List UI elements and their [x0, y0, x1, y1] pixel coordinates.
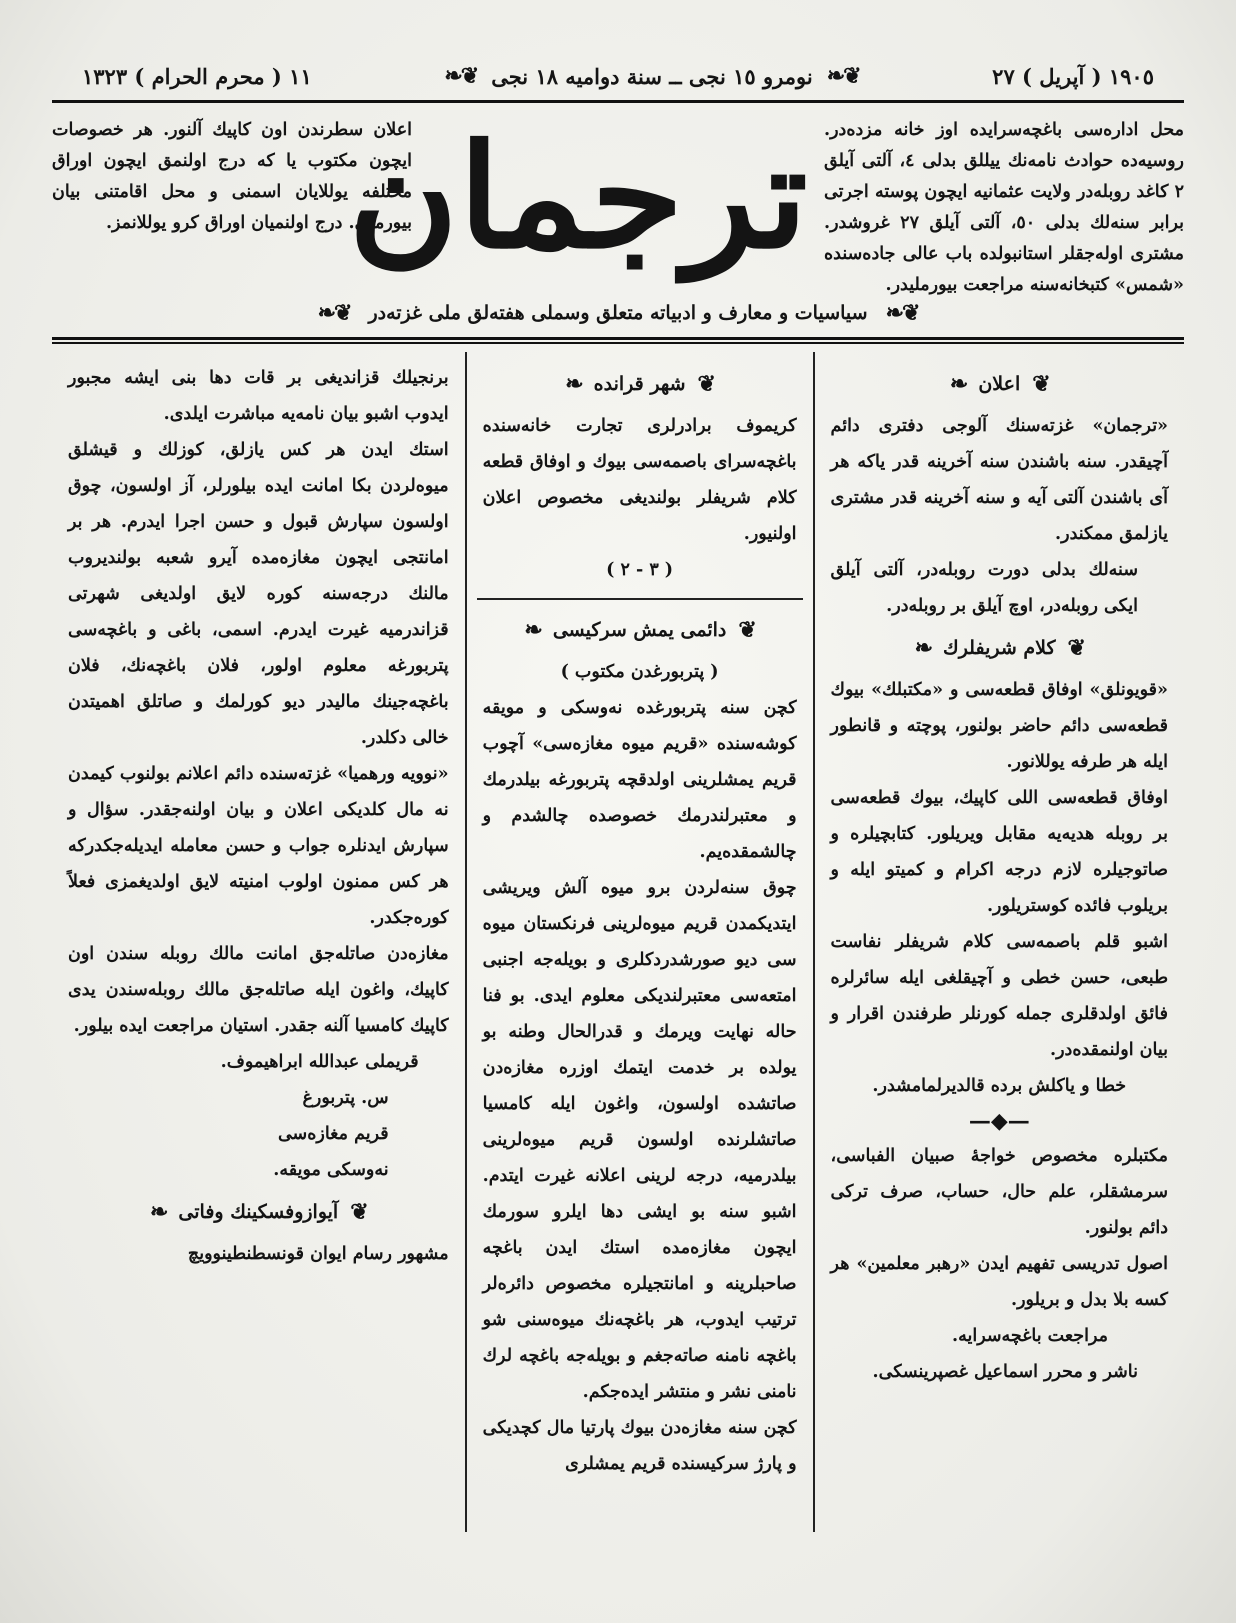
ornament-icon: ❦❧ — [317, 300, 351, 326]
ornament-icon: ❦ — [1067, 635, 1084, 661]
paragraph: مشهور رسام ایوان قونسطنطینوویچ — [187, 1244, 449, 1264]
ornament-icon: ❦❧ — [885, 300, 919, 326]
paragraph: سنه‌لك بدلی دورت روبله‌در، آلتی آیلق ایكی روبله‌در، اوچ آیلق بر روبله‌در. — [830, 560, 1138, 616]
ornament-icon: ❦❧ — [444, 63, 478, 89]
notice-number: ( ٣ - ٢ ) — [606, 560, 674, 580]
heading-text: دائمی یمش سركیسی — [552, 619, 727, 641]
heading-text: شهر قرانده — [593, 373, 686, 395]
paragraph: استك ایدن هر كس یازلق، كوزلك و قیشلق میوه‌لردن بكا امانت ایده بیلورلر، آز اولسون، چوق اولسون سپارش قبول و حسن اجرا ایدرم. هر بر امانتجی ایچون مغازه‌مده آیرو شعبه بولندیروب مالنك درجه‌سنه كوره لایق اولدیغی شهرتی قزاندرمیه غیرت ایدرم. اسمی، باغی و باغچه‌سی پتربورغه معلوم اولور، فلان باغچه‌نك، فلان باغچه‌جینك مالیدر دیو كورلمك و صاتلق اهمیتدن خالی دكلدر. — [68, 440, 449, 748]
paragraph: «قویونلق» اوفاق قطعه‌سی و «مكتبلك» بیوك قطعه‌سی دائم حاضر بولنور، پوچته و قانطور ایله هر طرفه یوللانور. — [830, 680, 1168, 772]
paragraph: «ترجمان» غزته‌سنك آلوجی دفتری دائم آچیقدر. سنه باشندن سنه آخرینه قدر یاكه هر آی باشندن آلتی آیه و سنه آخرینه قدر مشتری یازلمق ممكندر. — [830, 416, 1168, 544]
divider — [52, 342, 1184, 344]
divider — [52, 337, 1184, 340]
ornament-icon: ❧ — [914, 635, 932, 661]
section-heading — [483, 610, 797, 650]
ornament-icon: ❦ — [697, 371, 714, 397]
column-right — [815, 352, 1184, 1532]
diamond-divider-icon: —◆— — [968, 1108, 1030, 1134]
paragraph: «نوویه ورهمیا» غزته‌سنده دائم اعلانم بولنوب كیمدن نه مال كلدیكی اعلان و بیان اولنه‌جقدر. سؤال و سپارش ایدنلره جواب و حسن معامله ایدیله‌جكدركه هر كس ممنون اولوب امنیته لایق اولدیغمزی فعلاً كوره‌جكدر. — [68, 764, 449, 928]
article-columns — [52, 352, 1184, 1532]
paragraph: اشبو قلم باصمه‌سی كلام شریفلر نفاست طبعی، حسن خطی و آچیقلغی ایله سائرلره فائق اولدقلری جمله كورنلر طرفندن اقرار و بیان اولنمقده‌در. — [830, 932, 1168, 1060]
column-middle — [465, 352, 815, 1532]
paragraph: برنجیلك قزاندیغی بر قات دها بنی ایشه مجبور ایدوب اشبو بیان نامه‌یه مباشرت ایلدی. — [68, 368, 449, 424]
ornament-icon: ❦ — [350, 1199, 367, 1225]
ornament-icon: ❧ — [149, 1199, 167, 1225]
paragraph: كچن سنه مغازه‌دن بیوك پارتیا مال كچدیكی و پارژ سركیسنده قریم یمشلری — [482, 1418, 797, 1474]
divider — [477, 598, 803, 600]
heading-text: اعلان — [978, 373, 1021, 395]
dateline — [38, 56, 1198, 96]
newspaper-title: ترجمان — [348, 113, 808, 281]
paragraph: مراجعت باغچه‌سرایه. — [952, 1326, 1108, 1346]
paragraph: چوق سنه‌لردن برو میوه آلش ویریشی ایتدیكمدن قریم میوه‌لرینی فرنكستان میوه سی دیو صورشدردكلری و بویله‌جه اجنبی امتعه‌سی معتبرلندیكی معلوم ایدی. بو فنا حاله نهایت ویرمك و قدرالحال وطنه بو یولده بر خدمت ایتمك اوزره مغازه‌دن صاتشده اولسون، واغون ایله كامسیا صاتشلرنده اولسون قریم میوه‌لرینی بیلدرمیه، درجه لرینی اعلانه غیرت ایتدم. اشبو سنه بو ایشی دها ایلرو سورمك ایچون مغازه‌مده استك ایدن باغچه صاحبلرینه و امانتجیلره مخصوص دائره‌لر ترتیب ایدوب، هر باغچه‌نك میوه‌سنی شو باغچه نامنه صاته‌جغم و بویله‌جه باغچه لرك نامنی نشر و منتشر ایده‌جكم. — [482, 878, 797, 1402]
masthead-advertising-info: اعلان سطرندن اون كاپیك آلنور. هر خصوصات ایچون مكتوب یا كه درج اولنمق ایچون اوراق مختلفه یوللایان اسمنی و محل اقامتنی بیان بیورملی. درج اولنمیان اوراق كرو یوللانمز. — [52, 120, 412, 233]
publisher-line: ناشر و محرر اسماعیل غصپرینسكی. — [872, 1362, 1138, 1382]
dateline-issue — [444, 63, 859, 89]
paragraph: مكتبلره مخصوص خواجهٔ صبیان الفباسی، سرمشقلر، علم حال، حساب، صرف تركی دائم بولنور. — [830, 1146, 1168, 1238]
ornament-icon: ❧ — [524, 617, 541, 643]
ornament-icon: ❦❧ — [826, 63, 860, 89]
signature-address: نەوسكی مویقه. — [273, 1160, 389, 1180]
ornament-icon: ❦ — [738, 617, 755, 643]
paragraph: كریموف برادرلری تجارت خانه‌سنده باغچه‌سرای باصمه‌سی بیوك و اوفاق قطعه كلام شریفلر بولندیغی مخصوص اعلان اولنیور. — [482, 416, 797, 544]
signature-name: قریملی عبدالله ابراهیموف. — [220, 1052, 419, 1072]
section-heading — [68, 1192, 449, 1232]
dateline-gregorian: ١٩٠٥ ( آپريل ) ٢٧ — [992, 63, 1154, 89]
section-heading — [483, 364, 797, 404]
signature-city: س. پتربورغ — [302, 1088, 389, 1108]
heading-text: كلام شریفلرك — [943, 637, 1056, 659]
heading-text: آیوازوفسكینك وفاتی — [178, 1201, 339, 1223]
dateline-issue-text: نومرو ١٥ نجی ــ سنة دوامیه ١٨ نجی — [491, 63, 813, 89]
paragraph: كچن سنه پتربورغده نەوسكی و مویقه كوشه‌سنده «قریم میوه مغازه‌سی» آچوب قریم یمشلرینی اولدقچه پتربورغه بیلدرمك و معتبرلندرمك خصوصده چالشدم و چالشمقده‌یم. — [482, 698, 797, 862]
paragraph: مغازه‌دن صاتله‌جق امانت مالك روبله سندن اون كاپیك، واغون ایله صاتله‌جق مالك روبله‌سندن یدی كاپیك كامسیا آلنه جقدر. استیان مراجعت ایده بیلور. — [68, 944, 449, 1036]
masthead — [38, 103, 1198, 293]
paragraph: خطا و یاكلش برده قالدیرلمامشدر. — [872, 1076, 1127, 1096]
ornament-icon: ❧ — [565, 371, 582, 397]
dateline-hijri: ١١ ( محرم الحرام ) ١٣٢٣ — [82, 63, 312, 89]
ornament-icon: ❦ — [1032, 371, 1049, 397]
masthead-subscription-info: محل اداره‌سی باغچه‌سرایده اوز خانه مزده‌در. روسیه‌ده حوادث نامه‌نك ییللق بدلی ٤، آلتی آیلق ٢ كاغد روبله‌در ولایت عثمانیه ایچون پوسته اجرتی برابر سنه‌لك بدلی ٥٠، آلتی آیلق ٢٧ غروشدر. مشتری اوله‌جقلر استانبولده باب عالی جاده‌سنده «شمس» كتبخانه‌سنه مراجعت بیورملیدر. — [824, 120, 1185, 295]
section-heading — [831, 628, 1168, 668]
column-left — [52, 352, 465, 1532]
subheading: ( پتربورغدن مكتوب ) — [560, 662, 719, 682]
subtitle-text: سیاسیات و معارف و ادبیاته متعلق وسملی هفته‌لق ملی غزته‌در — [368, 302, 868, 324]
signature-store: قریم مغازه‌سی — [277, 1124, 389, 1144]
paragraph: اصول تدریسی تفهیم ایدن «رهبر معلمین» هر كسه بلا بدل و بریلور. — [830, 1254, 1168, 1310]
ornament-icon: ❧ — [949, 371, 967, 397]
paragraph: اوفاق قطعه‌سی اللی كاپیك، بیوك قطعه‌سی بر روبله هدیه‌یه مقابل ویریلور. كتابچیلره و صاتوجیلره لازم درجه اكرام و كمیتو ایله و بریلوب فائده كوستریلور. — [830, 788, 1168, 916]
section-heading — [831, 364, 1168, 404]
